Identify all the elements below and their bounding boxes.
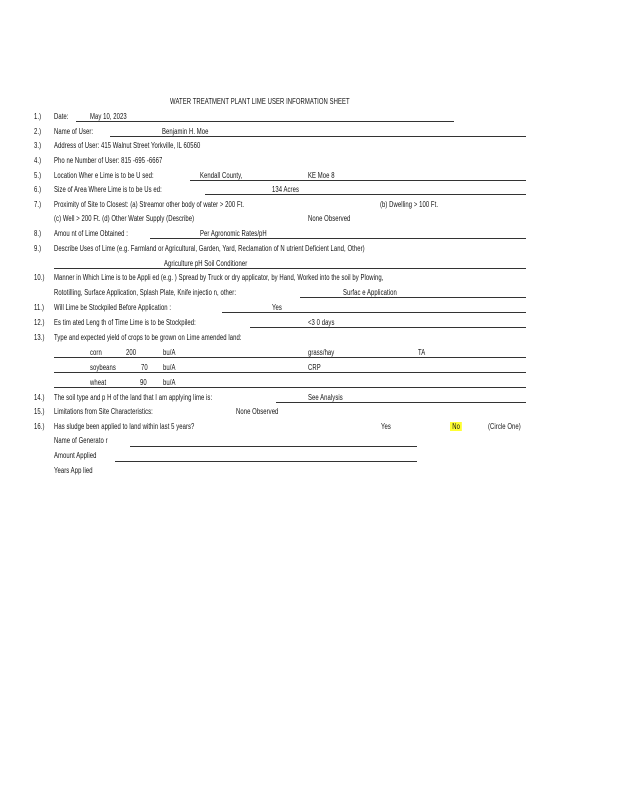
lime-amount-label: Amou nt of Lime Obtained :	[54, 229, 128, 238]
soil-type-label: The soil type and p H of the land that I am applying lime is:	[54, 393, 213, 402]
crop-underline	[54, 372, 526, 373]
row-num: 12.)	[34, 318, 45, 327]
lime-amount-value[interactable]: Per Agronomic Rates/pH	[200, 229, 267, 238]
crop-yield[interactable]: 70	[141, 363, 148, 372]
amount-applied-field[interactable]	[115, 461, 417, 462]
lime-uses-underline	[54, 268, 526, 269]
row-num: 14.)	[34, 393, 45, 402]
lime-uses-label: Describe Uses of Lime (e.g. Farmland or Agricultural, Garden, Yard, Reclamation of N utrient Deficient Land, Other)	[54, 244, 365, 253]
application-manner-options: Rototilling, Surface Application, Splash Plate, Knife injectio n, other:	[54, 288, 237, 297]
row-num: 7.)	[34, 200, 42, 209]
user-name-underline	[110, 136, 526, 137]
generator-name-field[interactable]	[130, 446, 417, 447]
area-size-value[interactable]: 134 Acres	[272, 185, 299, 194]
crop-extra[interactable]: CRP	[308, 363, 321, 372]
crop-name[interactable]: corn	[90, 348, 102, 357]
generator-name-label: Name of Generato r	[54, 436, 108, 445]
proximity-well-value[interactable]: None Observed	[308, 214, 351, 223]
limitations-value[interactable]: None Observed	[236, 407, 279, 416]
crops-label: Type and expected yield of crops to be grown on Lime amended land:	[54, 333, 242, 342]
row-num: 2.)	[34, 127, 42, 136]
soil-type-underline	[276, 402, 526, 403]
row-num: 6.)	[34, 185, 42, 194]
row-num: 10.)	[34, 273, 45, 282]
area-size-label: Size of Area Where Lime is to be Us ed:	[54, 185, 162, 194]
user-phone[interactable]: Pho ne Number of User: 815 -695 -6667	[54, 156, 163, 165]
stockpiled-label: Will Lime be Stockpiled Before Application :	[54, 303, 172, 312]
stockpile-time-label: Es tim ated Leng th of Time Lime is to be Stockpiled:	[54, 318, 196, 327]
row-num: 1.)	[34, 112, 42, 121]
stockpiled-value[interactable]: Yes	[272, 303, 282, 312]
crop-underline	[54, 387, 526, 388]
crop-underline	[54, 357, 526, 358]
user-name-value[interactable]: Benjamin H. Moe	[162, 127, 209, 136]
row-num: 16.)	[34, 422, 45, 431]
area-size-underline	[205, 194, 526, 195]
lime-amount-underline	[150, 238, 526, 239]
row-num: 8.)	[34, 229, 42, 238]
proximity-well-label: (c) Well > 200 Ft. (d) Other Water Supply (Describe)	[54, 214, 195, 223]
stockpile-time-underline	[250, 327, 526, 328]
sludge-circle-one: (Circle One)	[488, 422, 521, 431]
row-num: 13.)	[34, 333, 45, 342]
sludge-question: Has sludge been applied to land within last 5 years?	[54, 422, 195, 431]
date-label: Date:	[54, 112, 69, 121]
row-num: 5.)	[34, 171, 42, 180]
row-num: 4.)	[34, 156, 42, 165]
row-num: 11.)	[34, 303, 45, 312]
user-address[interactable]: Address of User: 415 Walnut Street Yorkville, IL 60560	[54, 141, 201, 150]
crop-unit: bu/A	[163, 348, 176, 357]
location-underline	[190, 180, 526, 181]
amount-applied-label: Amount Applied	[54, 451, 97, 460]
location-county[interactable]: Kendall County,	[200, 171, 243, 180]
application-manner-label: Manner in Which Lime is to be Appli ed (e.g. ) Spread by Truck or dry applicator, by Hand, Worked into the soil by Plowing,	[54, 273, 384, 282]
proximity-dwelling: (b) Dwelling > 100 Ft.	[380, 200, 439, 209]
sludge-yes-option[interactable]: Yes	[381, 422, 391, 431]
date-value[interactable]: May 10, 2023	[90, 112, 127, 121]
limitations-label: Limitations from Site Characteristics:	[54, 407, 153, 416]
row-num: 9.)	[34, 244, 42, 253]
crop-unit: bu/A	[163, 378, 176, 387]
crop-name[interactable]: soybeans	[90, 363, 116, 372]
years-applied-label: Years App lied	[54, 466, 93, 475]
crop-yield[interactable]: 90	[140, 378, 147, 387]
row-num: 3.)	[34, 141, 42, 150]
row-num: 15.)	[34, 407, 45, 416]
application-manner-value[interactable]: Surfac e Application	[343, 288, 397, 297]
stockpiled-underline	[222, 312, 526, 313]
crop-yield[interactable]: 200	[126, 348, 137, 357]
user-name-label: Name of User:	[54, 127, 94, 136]
location-code[interactable]: KE Moe 8	[308, 171, 335, 180]
crop-unit: bu/A	[163, 363, 176, 372]
crop-name[interactable]: wheat	[90, 378, 107, 387]
application-manner-underline	[300, 297, 526, 298]
crop-extra[interactable]: grass/hay	[308, 348, 335, 357]
sludge-no-option[interactable]: No	[450, 422, 462, 431]
location-label: Location Wher e Lime is to be U sed:	[54, 171, 154, 180]
proximity-label: Proximity of Site to Closest: (a) Streamor other body of water > 200 Ft.	[54, 200, 245, 209]
crop-extra2[interactable]: TA	[418, 348, 426, 357]
date-underline	[76, 121, 454, 122]
soil-type-value[interactable]: See Analysis	[308, 393, 343, 402]
page-title: WATER TREATMENT PLANT LIME USER INFORMATION SHEET	[170, 97, 350, 106]
stockpile-time-value[interactable]: <3 0 days	[308, 318, 335, 327]
lime-uses-value[interactable]: Agriculture pH Soil Conditioner	[164, 259, 248, 268]
